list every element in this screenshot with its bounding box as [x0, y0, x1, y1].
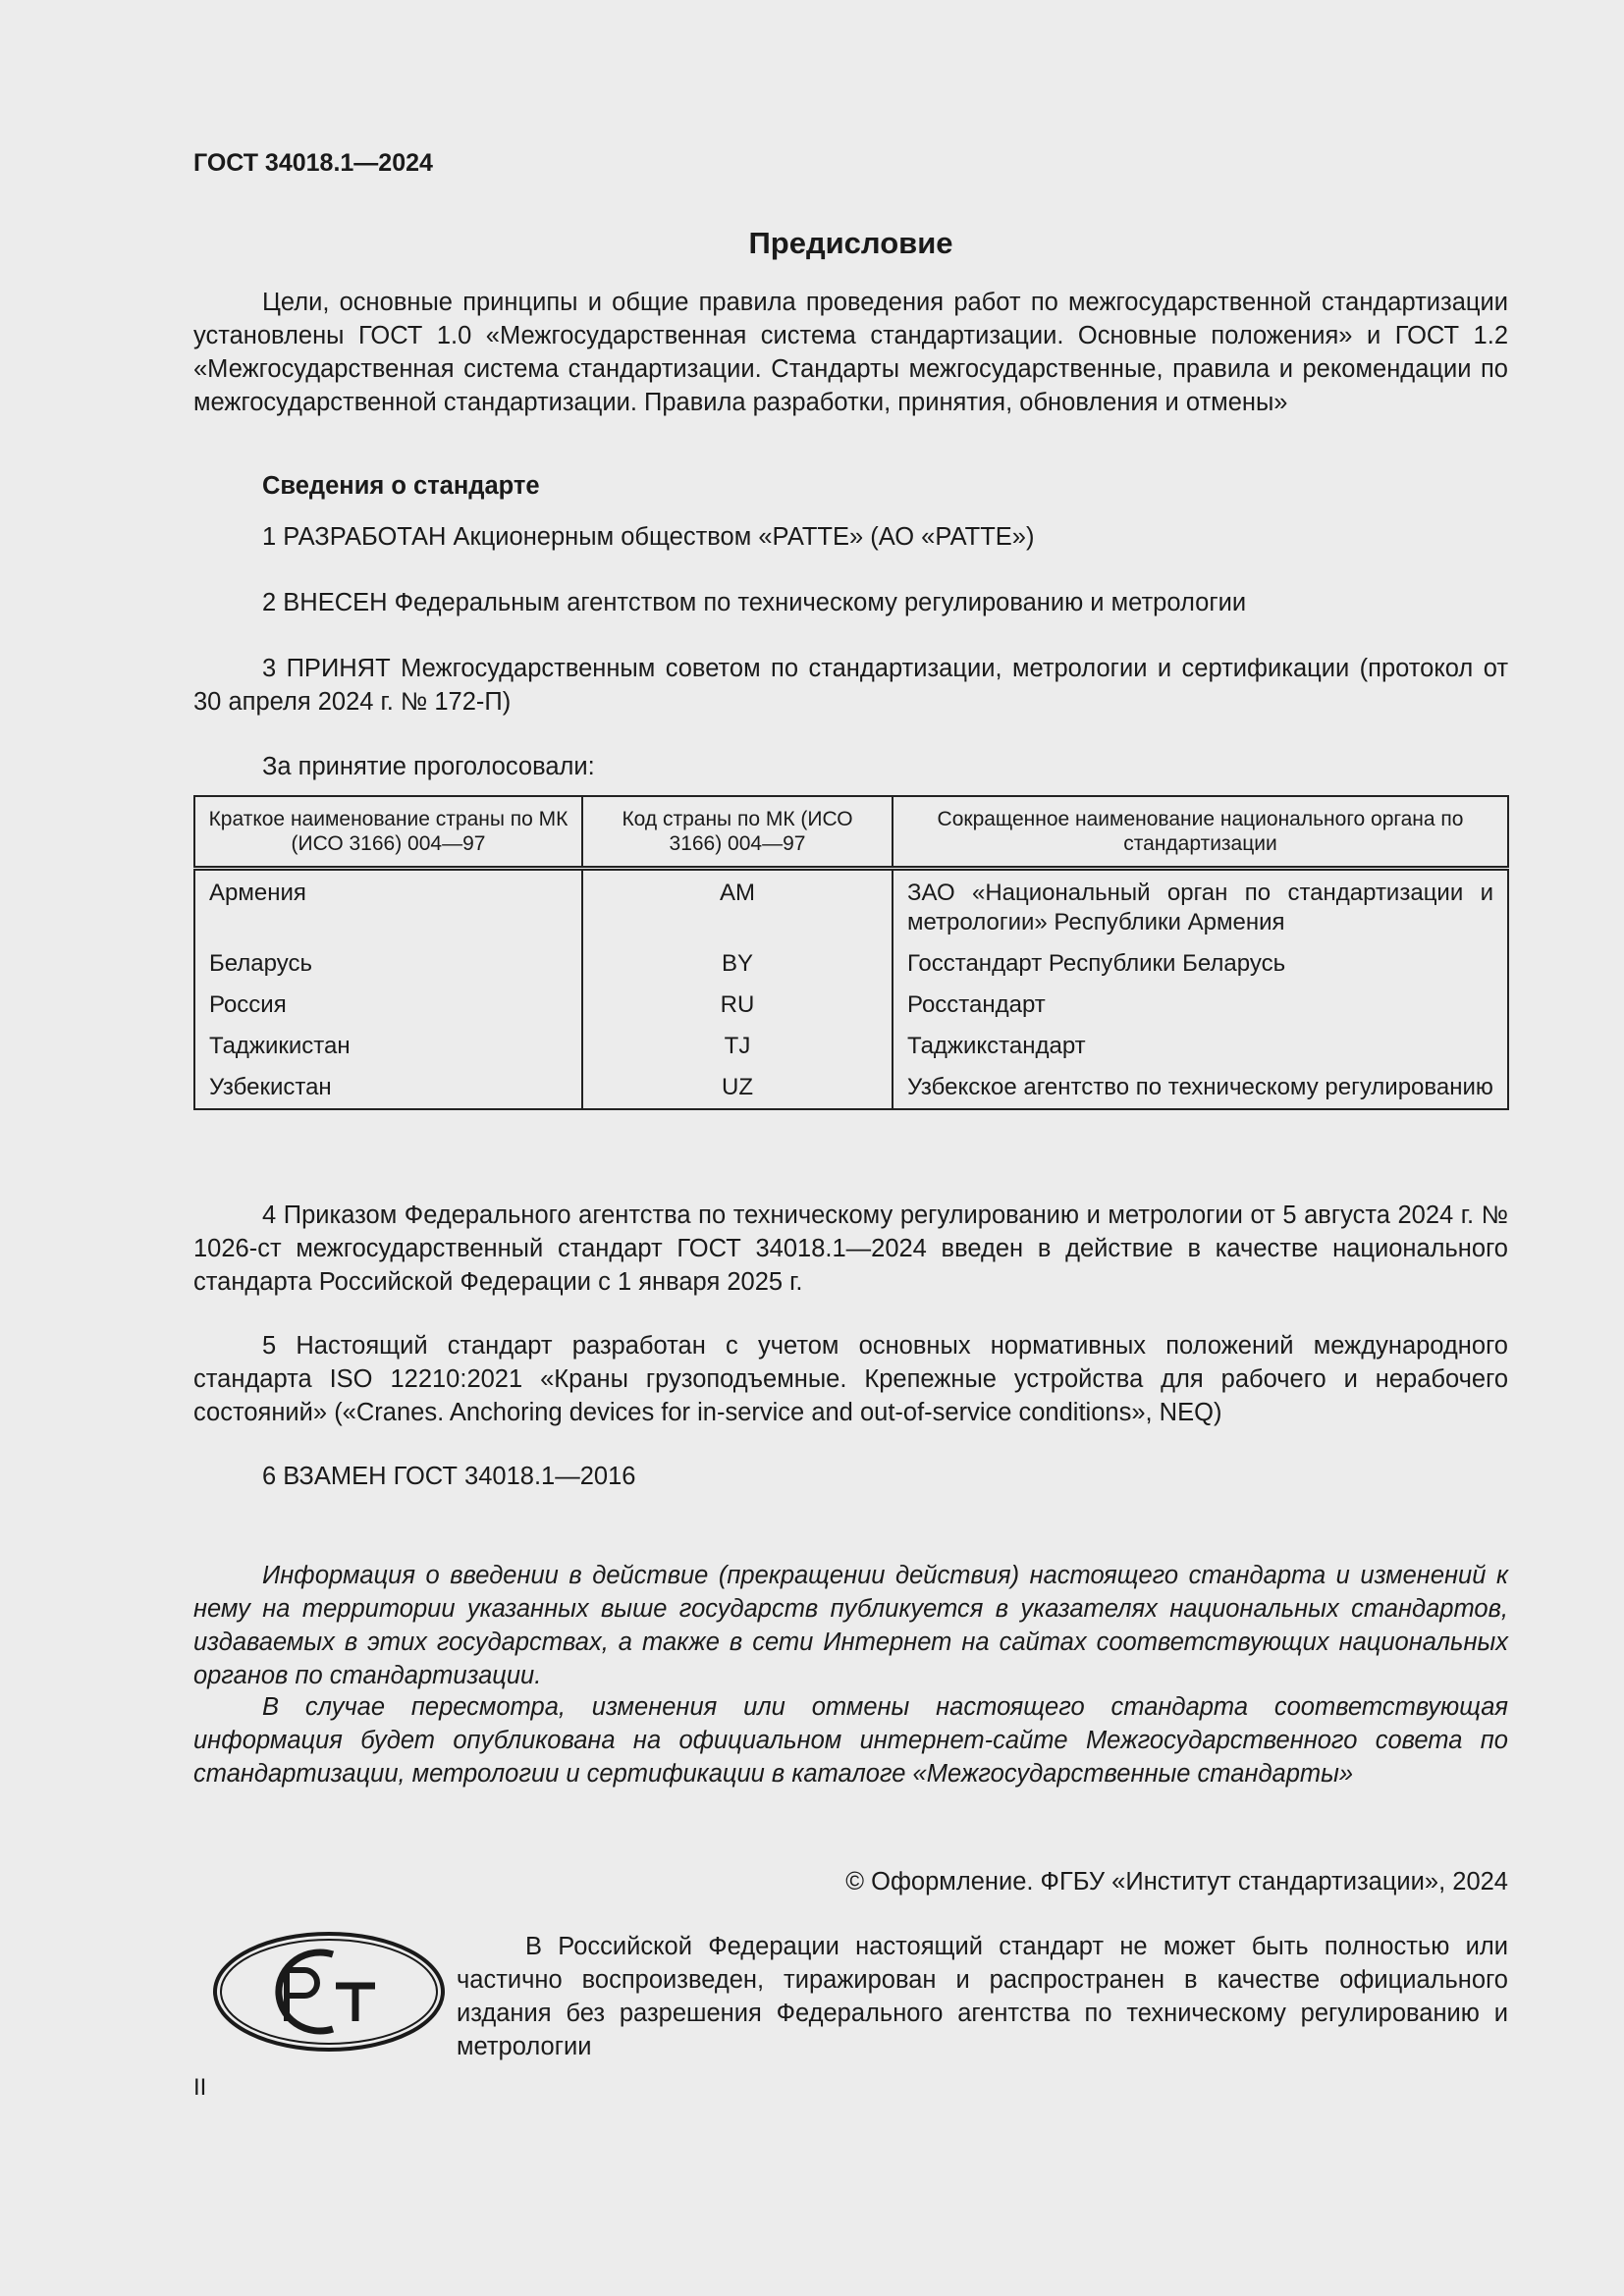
- voting-table: [193, 795, 1509, 1110]
- table-row: [194, 937, 1508, 979]
- item-2: 2 ВНЕСЕН Федеральным агентством по техническому регулированию и метрологии: [262, 589, 1247, 616]
- copyright-notice: В Российской Федерации настоящий стандарт не может быть полностью или частично воспроизведен, тиражирован и распространен в качестве официального издания без разрешения Федерального агентства по техническому регулированию и метрологии: [457, 1933, 1508, 2060]
- organ-cell: ЗАО «Национальный орган по стандартизации и метрологии» Республики Армения: [893, 869, 1508, 938]
- page-title: Предисловие: [748, 226, 953, 260]
- table-header-row: [194, 796, 1508, 869]
- item-1: 1 РАЗРАБОТАН Акционерным обществом «РАТТЕ» (АО «РАТТЕ»): [262, 523, 1035, 551]
- organ-cell: Росстандарт: [893, 979, 1508, 1020]
- copyright-line: © Оформление. ФГБУ «Институт стандартизации», 2024: [845, 1868, 1508, 1896]
- code-cell: AM: [582, 869, 893, 938]
- voted-label: За принятие проголосовали:: [262, 753, 595, 780]
- info-italic-paragraph-1: Информация о введении в действие (прекращении действия) настоящего стандарта и изменений к нему на территории указанных выше государств публикуется в указателях национальных стандартов, издаваемых в этих государствах, а также в сети Интернет на сайтах соответствующих национальных органов по стандартизации.: [193, 1562, 1508, 1689]
- table-row: [194, 1020, 1508, 1061]
- country-cell: Россия: [194, 979, 582, 1020]
- info-heading: Сведения о стандарте: [262, 472, 540, 500]
- item-5: 5 Настоящий стандарт разработан с учетом основных нормативных положений международного стандарта ISO 12210:2021 «Краны грузоподъемные. Крепежные устройства для рабочего и нерабочего состояний» («Cranes. Anchoring devices for in-service and out-of-service conditions», NEQ): [193, 1332, 1508, 1426]
- code-cell: BY: [582, 937, 893, 979]
- country-cell: Таджикистан: [194, 1020, 582, 1061]
- country-cell: Беларусь: [194, 937, 582, 979]
- item-6: 6 ВЗАМЕН ГОСТ 34018.1—2016: [262, 1463, 636, 1490]
- info-italic-paragraph-2: В случае пересмотра, изменения или отмены настоящего стандарта соответствующая информация будет опубликована на официальном интернет-сайте Межгосударственного совета по стандартизации, метрологии и сертификации в каталоге «Межгосударственные стандарты»: [193, 1693, 1508, 1788]
- document-id: ГОСТ 34018.1—2024: [193, 149, 433, 177]
- rst-logo-icon: [210, 1929, 449, 2055]
- code-cell: RU: [582, 979, 893, 1020]
- column-header-country: Краткое наименование страны по МК (ИСО 3166) 004—97: [194, 796, 582, 869]
- page-number: II: [193, 2074, 207, 2101]
- item-3: 3 ПРИНЯТ Межгосударственным советом по стандартизации, метрологии и сертификации (протокол от 30 апреля 2024 г. № 172-П): [193, 655, 1508, 716]
- organ-cell: Госстандарт Республики Беларусь: [893, 937, 1508, 979]
- table-row: [194, 869, 1508, 938]
- code-cell: UZ: [582, 1061, 893, 1109]
- column-header-organ: Сокращенное наименование национального органа по стандартизации: [893, 796, 1508, 869]
- country-cell: Армения: [194, 869, 582, 938]
- table-row: [194, 1061, 1508, 1109]
- table-row: [194, 979, 1508, 1020]
- organ-cell: Таджикстандарт: [893, 1020, 1508, 1061]
- code-cell: TJ: [582, 1020, 893, 1061]
- item-4: 4 Приказом Федерального агентства по техническому регулированию и метрологии от 5 августа 2024 г. № 1026-ст межгосударственный стандарт ГОСТ 34018.1—2024 введен в действие в качестве национального стандарта Российской Федерации с 1 января 2025 г.: [193, 1201, 1508, 1296]
- column-header-code: Код страны по МК (ИСО 3166) 004—97: [582, 796, 893, 869]
- organ-cell: Узбекское агентство по техническому регулированию: [893, 1061, 1508, 1109]
- country-cell: Узбекистан: [194, 1061, 582, 1109]
- intro-paragraph: Цели, основные принципы и общие правила проведения работ по межгосударственной стандартизации установлены ГОСТ 1.0 «Межгосударственная система стандартизации. Основные положения» и ГОСТ 1.2 «Межгосударственная система стандартизации. Стандарты межгосударственные, правила и рекомендации по межгосударственной стандартизации. Правила разработки, принятия, обновления и отмены»: [193, 289, 1508, 416]
